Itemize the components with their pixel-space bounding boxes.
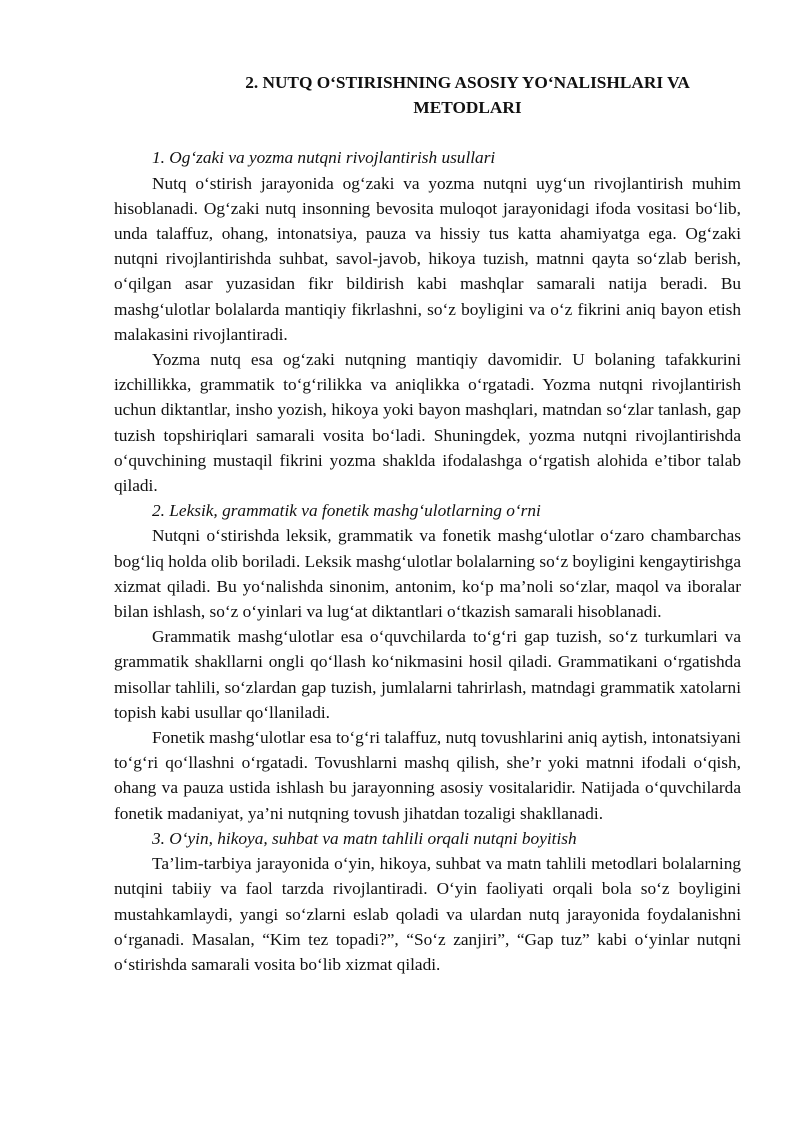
title-line-1: 2. NUTQ O‘STIRISHNING ASOSIY YO‘NALISHLARI VA bbox=[245, 73, 690, 92]
paragraph: Fonetik mashg‘ulotlar esa to‘g‘ri talaffuz, nutq tovushlarini aniq aytish, intonatsiyani to‘g‘ri qo‘llashni o‘rgatadi. Tovushlarni mashq qilish, she’r yoki matnni ifodali o‘qish, ohang va pauza ustida ishlash bu jarayonning asosiy vositalaridir. Natijada o‘quvchilarda fonetik madaniyat, ya’ni nutqning tovush jihatdan tozaligi shakllanadi. bbox=[114, 728, 741, 823]
paragraph: Grammatik mashg‘ulotlar esa o‘quvchilarda to‘g‘ri gap tuzish, so‘z turkumlari va grammatik shakllarni ongli qo‘llash ko‘nikmasini hosil qiladi. Grammatikani o‘rgatishda misollar tahlili, so‘zlardan gap tuzish, jumlalarni tahrirlash, matndagi grammatik xatolarni topish kabi usullar qo‘llaniladi. bbox=[114, 627, 741, 722]
paragraph: Yozma nutq esa og‘zaki nutqning mantiqiy davomidir. U bolaning tafakkurini izchillikka, grammatik to‘g‘rilikka va aniqlikka o‘rgatadi. Yozma nutqni rivojlantirish uchun diktantlar, insho yozish, hikoya yoki bayon mashqlari, matndan so‘zlar tanlash, gap tuzish topshiriqlari samarali vosita bo‘ladi. Shuningdek, yozma nutqni rivojlantirishda o‘quvchining mustaqil fikrini yozma shaklda ifodalashga o‘rgatish alohida e’tibor talab qiladi. bbox=[114, 350, 741, 496]
paragraph: Nutq o‘stirish jarayonida og‘zaki va yozma nutqni uyg‘un rivojlantirish muhim hisoblanadi. Og‘zaki nutq insonning bevosita muloqot jarayonidagi ifoda vositasi bo‘lib, unda talaffuz, ohang, intonatsiya, pauza va hissiy tus katta ahamiyatga ega. Og‘zaki nutqni rivojlantirishda suhbat, savol-javob, hikoya tuzish, matnni qayta so‘zlab berish, o‘qilgan asar yuzasidan fikr bildirish kabi mashqlar samarali natija beradi. Bu mashg‘ulotlar bolalarda mantiqiy fikrlashni, so‘z boyligini va o‘z fikrini aniq bayon etish malakasini rivojlantiradi. bbox=[114, 173, 741, 344]
section-heading-3: 3. O‘yin, hikoya, suhbat va matn tahlili orqali nutqni boyitish bbox=[152, 828, 577, 848]
title-spacer bbox=[114, 120, 741, 145]
paragraph: Nutqni o‘stirishda leksik, grammatik va fonetik mashg‘ulotlar o‘zaro chambarchas bog‘liq holda olib boriladi. Leksik mashg‘ulotlar bolalarning so‘z boyligini kengaytirishga xizmat qiladi. Bu yo‘nalishda sinonim, antonim, ko‘p ma’noli so‘zlar, maqol va iboralar bilan ishlash, so‘z o‘yinlari va lug‘at diktantlari o‘tkazish samarali hisoblanadi. bbox=[114, 526, 741, 622]
section-heading-2: 2. Leksik, grammatik va fonetik mashg‘ulotlarning o‘rni bbox=[152, 501, 541, 521]
section-heading-1: 1. Og‘zaki va yozma nutqni rivojlantirish usullari bbox=[152, 148, 496, 168]
paragraph: Ta’lim-tarbiya jarayonida o‘yin, hikoya, suhbat va matn tahlili metodlari bolalarning nutqini tabiiy va faol tarzda rivojlantiradi. O‘yin faoliyati orqali bola so‘z boyligini mustahkamlaydi, yangi so‘zlarni eslab qoladi va ulardan nutq jarayonida foydalanishni o‘rganadi. Masalan, “Kim tez topadi?”, “So‘z zanjiri”, “Gap tuz” kabi o‘yinlar nutqni o‘stirishda samarali vosita bo‘lib xizmat qiladi. bbox=[114, 854, 741, 974]
page-title bbox=[114, 70, 741, 120]
title-line-2: METODLARI bbox=[413, 98, 522, 118]
page-content bbox=[114, 70, 741, 977]
